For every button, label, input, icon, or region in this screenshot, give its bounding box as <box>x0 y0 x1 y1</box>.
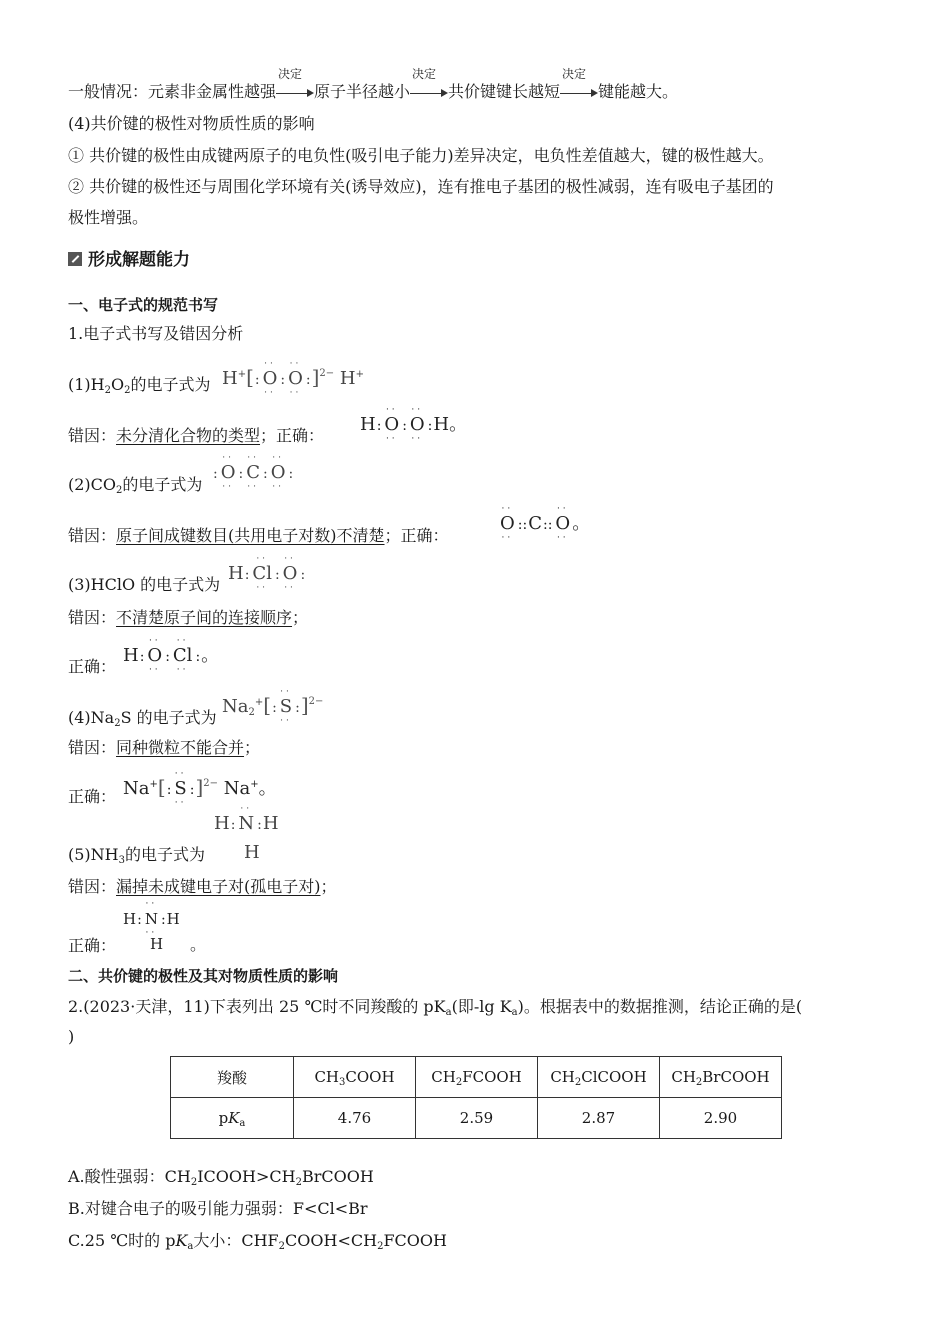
nh3-wrong-formula-top: H: ·· N :H <box>214 804 279 834</box>
nh3-correct-formula-bottom: H <box>150 935 164 953</box>
na2s-correct-label: 正确： <box>68 787 117 806</box>
option-b: B.对键合电子的吸引能力强弱：F<Cl<Br <box>68 1199 368 1218</box>
question-line-1: 2.(2023·天津，11)下表列出 25 ℃时不同羧酸的 $pK_a$(即-lg $K_a$)。根据表中的数据推测，结论正确的是( <box>68 997 803 1018</box>
option-a: A.酸性强弱：$CH_2ICOOH>CH_2BrCOOH$ <box>68 1167 374 1188</box>
h2o2-label: $(1)H_2O_2$的电子式为 <box>68 375 211 396</box>
hclo-correct-formula: H: ·· O ·· : ·· Cl ·· :。 <box>123 636 220 675</box>
h2o2-cause-line: 错因：未分清化合物的类型；正确： <box>68 426 325 445</box>
table-cell: 4.76 <box>294 1098 416 1139</box>
nh3-cause: 漏掉未成键电子对(孤电子对) <box>116 877 321 896</box>
na2s-label: $(4)Na_2S$ 的电子式为 <box>68 708 217 729</box>
polarity-point-2-line2: 极性增强。 <box>68 208 149 227</box>
pencil-icon <box>68 252 82 266</box>
h2o2-correct-formula: H: ·· O ·· : ·· O ·· :H。 <box>360 405 468 444</box>
hclo-wrong-formula: H: ·· Cl ·· : ·· O ·· : <box>228 554 306 593</box>
polarity-heading: (4)共价键的极性对物质性质的影响 <box>68 114 315 133</box>
table-header-cell: 羧酸 <box>171 1057 294 1098</box>
table-cell: $pK_a$ <box>171 1098 294 1139</box>
table-cell: 2.90 <box>660 1098 782 1139</box>
pka-table <box>170 1056 782 1139</box>
polarity-point-1: ① 共价键的极性由成键两原子的电负性(吸引电子能力)差异决定，电负性差值越大，键的极性越大。 <box>68 146 774 165</box>
decide-arrow: 决定 <box>410 81 448 103</box>
table-header-cell: $CH_2ClCOOH$ <box>538 1057 660 1098</box>
table-header-cell: $CH_3COOH$ <box>294 1057 416 1098</box>
hclo-correct-label: 正确： <box>68 657 117 676</box>
general-prefix: 一般情况：元素非金属性越强 <box>68 82 277 101</box>
co2-cause: 原子间成键数目(共用电子对数)不清楚 <box>116 526 385 545</box>
h2o2-cause: 未分清化合物的类型 <box>116 426 261 445</box>
na2s-correct-formula: Na+[: ·· S ·· :]$^{2-}$ Na+。 <box>123 769 277 808</box>
part1-sub: 1.电子式书写及错因分析 <box>68 324 244 343</box>
option-c: C.25 ℃时的 $pK_a$大小：$CHF_2COOH<CH_2FCOOH$ <box>68 1231 447 1252</box>
co2-label: $(2)CO_2$的电子式为 <box>68 475 203 496</box>
nh3-wrong-formula-bottom: H <box>244 842 260 863</box>
co2-cause-line: 错因：原子间成键数目(共用电子对数)不清楚；正确： <box>68 526 449 545</box>
na2s-wrong-formula: $Na_2^+$[: ·· S ·· :]$^{2-}$ <box>222 687 324 726</box>
nh3-correct-formula-top: H: ·· N ·· :H <box>123 899 180 938</box>
table-header-cell: $CH_2BrCOOH$ <box>660 1057 782 1098</box>
hclo-cause-line: 错因：不清楚原子间的连接顺序； <box>68 608 309 627</box>
general-step2: 共价键键长越短 <box>448 82 561 101</box>
table-cell: 2.59 <box>416 1098 538 1139</box>
co2-correct-formula: ·· O ·· ::C:: ·· O ·· 。 <box>500 504 591 543</box>
nh3-label: $(5)NH_3$的电子式为 <box>68 845 206 866</box>
decide-arrow: 决定 <box>276 81 314 103</box>
na2s-cause: 同种微粒不能合并 <box>116 738 245 757</box>
section-title: 形成解题能力 <box>68 249 190 271</box>
part2-heading: 二、共价键的极性及其对物质性质的影响 <box>68 967 339 985</box>
question-line-2: ) <box>68 1027 75 1046</box>
part1-heading: 一、电子式的规范书写 <box>68 296 219 314</box>
h2o2-wrong-formula: H+[: ·· O ·· : ·· O ·· :]$^{2-}$ H+ <box>222 359 364 398</box>
table-cell: 2.87 <box>538 1098 660 1139</box>
co2-wrong-formula: : ·· O ·· : ·· C ·· : ·· O ·· : <box>213 453 294 492</box>
hclo-label: (3)HClO 的电子式为 <box>68 575 221 594</box>
table-row <box>171 1098 782 1139</box>
na2s-cause-line: 错因：同种微粒不能合并； <box>68 738 261 757</box>
table-header-cell: $CH_2FCOOH$ <box>416 1057 538 1098</box>
general-step3: 键能越大。 <box>598 82 679 101</box>
general-step1: 原子半径越小 <box>314 82 411 101</box>
polarity-point-2-line1: ② 共价键的极性还与周围化学环境有关(诱导效应)，连有推电子基团的极性减弱，连有吸电子基团的 <box>68 177 774 196</box>
table-row <box>171 1057 782 1098</box>
general-trend-line <box>68 67 679 103</box>
nh3-cause-line: 错因：漏掉未成键电子对(孤电子对)； <box>68 877 337 896</box>
hclo-cause: 不清楚原子间的连接顺序 <box>116 608 293 627</box>
nh3-correct-period: 。 <box>190 935 207 954</box>
decide-arrow: 决定 <box>560 81 598 103</box>
nh3-correct-label: 正确： <box>68 936 117 955</box>
